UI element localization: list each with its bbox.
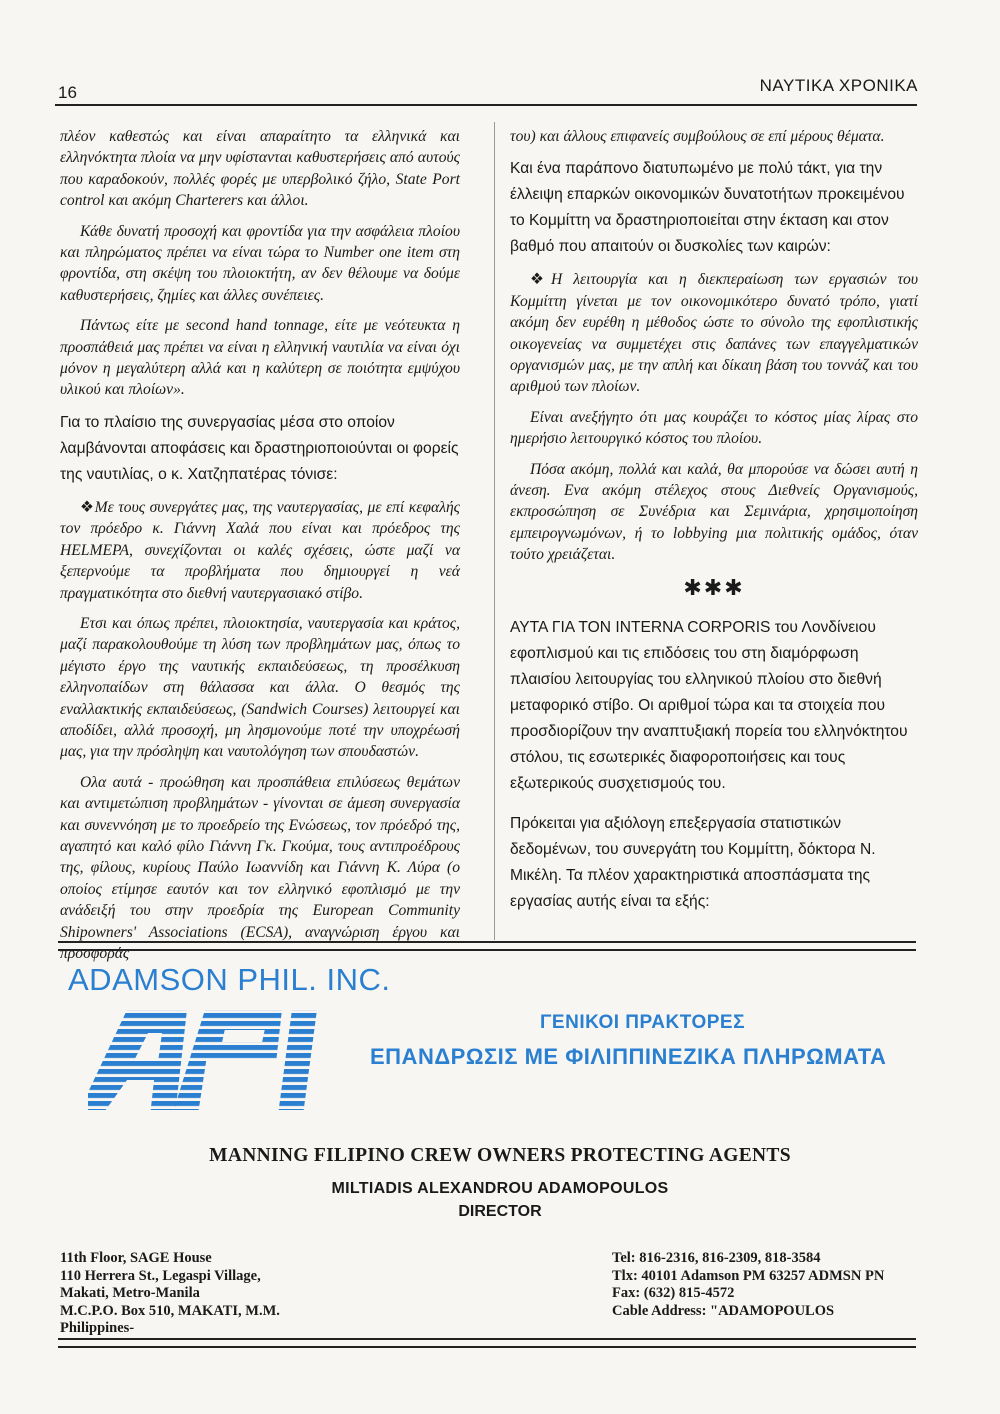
- address-line: 110 Herrera St., Legaspi Village,: [60, 1267, 261, 1284]
- right-column: [510, 126, 918, 924]
- paragraph: Ετσι και όπως πρέπει, πλοιοκτησία, ναυτεργασία και κράτος, μαζί παρακολουθούμε τη λύση των προβλημάτων μας, όπως το μέγιστο έργο της ναυτικής εκπαιδεύσεως, τη προσέλκυση ελληνοπαίδων στη θάλασσα και άλλα. Ο θεσμός της εναλλακτικής εκπαιδεύσεως, (Sandwich Courses) λειτουργεί και αποδίδει, αλλά προσοχή, μη λησμονούμε ποτέ την υποχρέωσή μας, για την πρόσληψη και ναυτολόγηση των σπουδαστών.: [60, 614, 460, 761]
- ad-manning-english: MANNING FILIPINO CREW OWNERS PROTECTING AGENTS: [209, 1145, 791, 1166]
- address-line: Makati, Metro-Manila: [60, 1285, 200, 1301]
- section-separator: ✱✱✱: [683, 574, 745, 600]
- contact-line: Cable Address: "ADAMOPOULOS: [612, 1302, 835, 1319]
- column-divider: [494, 122, 495, 940]
- ad-company-name: ADAMSON PHIL. INC.: [68, 962, 391, 997]
- bullet-paragraph: ❖ Η λειτουργία και η διεκπεραίωση των εργασιών του Κομμίττη γίνεται με τον οικονομικότερο δυνατό τρόπο, γιατί ακόμη δεν ευρέθη η μέθοδος ώστε το σύνολο της εφοπλιστικής οικογενείας να συμμετέχει στις δαπάνες των επαγγελματικών οργανισμών μας, με την απλή και δίκαιη βάση του τοννάζ και του αριθμού των πλοίων.: [510, 269, 918, 397]
- left-column: [60, 126, 460, 973]
- publication-title: ΝΑΥΤΙΚΑ ΧΡΟΝΙΚΑ: [759, 76, 918, 95]
- paragraph-lead: Για το πλαίσιο της συνεργασίας μέσα στο οποίον λαμβάνονται αποφάσεις και δραστηριοποιούνται οι φορείς της ναυτιλίας, ο κ. Χατζηπατέρας τόνισε:: [60, 413, 459, 483]
- bullet-paragraph: ❖ Με τους συνεργάτες μας, της ναυτεργασίας, με επί κεφαλής τον πρόεδρο κ. Γιάννη Χαλά που είναι και πρόεδρος της HELMEPA, συνεχίζονται οι καλές σχέσεις, ώστε μαζί να ξεπερνούμε τα προβλήματα που δημιουργεί η νεά πραγματικότητα στο διεθνή ναυτεργασιακό στίβο.: [60, 497, 460, 604]
- ad-director-role: DIRECTOR: [458, 1203, 542, 1220]
- paragraph: Πάντως είτε με second hand tonnage, είτε με νεότευκτα η προσπάθειά μας πρέπει να είναι η ελληνική ναυτιλία να είναι όχι μόνον η μεγαλύτερη αλλά και η καλύτερη σε ποιότητα εμψύχου υλικού και πλοίων».: [60, 317, 460, 399]
- address-line: 11th Floor, SAGE House: [60, 1250, 212, 1266]
- paragraph: Ολα αυτά - προώθηση και προσπάθεια επιλύσεως θεμάτων και αντιμετώπιση προβλημάτων - γίνονται σε άμεση συνεργασία και συνεννόηση με το προεδρείο της Ενώσεως, τον πρόεδρό της, αγαπητό και καλό φίλο Γιάννη Γκ. Γκούμα, τους αντιπροέδρους της, φίλους, κυρίους Παύλο Ιωαννίδη και Γιάννη Κ. Λύρα (ο οποίος ετίμησε εαυτόν και τον ελληνικό εφοπλισμό με την ανάδειξή του στην προεδρία της European Community Shipowners' Associations (ECSA), αναγνώριση έργου και προσφοράς: [60, 773, 460, 962]
- paragraph-lead: ΑΥΤΑ ΓΙΑ ΤΟΝ INTERNA CORPORIS του Λονδίνειου εφοπλισμού και τις επιδόσεις του στη διαμόρφωση πλαισίου λειτουργίας του ελληνικού πλοίου στο διεθνή μεταφορικό στίβο. Οι αριθμοί τώρα και τα στοιχεία που προσδιορίζουν την αναπτυξιακή πορεία του ελληνόκτητου στόλου, τις εσωτερικές διαφοροποιήσεις και τους εξωτερικούς συσχετισμούς του.: [510, 618, 908, 792]
- ad-manning-greek: ΕΠΑΝΔΡΩΣΙΣ ΜΕ ΦΙΛΙΠΠΙΝΕΖΙΚΑ ΠΛΗΡΩΜΑΤΑ: [370, 1044, 887, 1069]
- paragraph-lead: Πρόκειται για αξιόλογη επεξεργασία στατιστικών δεδομένων, του συνεργάτη του Κομμίττη, δόκτορα Ν. Μικέλη. Τα πλέον χαρακτηριστικά αποσπάσματα της εργασίας αυτής είναι τα εξής:: [510, 814, 876, 910]
- paragraph: Είναι ανεξήγητο ότι μας κουράζει το κόστος μίας λίρας στο ημερήσιο λειτουργικό κόστος του πλοίου.: [510, 408, 918, 448]
- ad-general-agents: ΓΕΝΙΚΟΙ ΠΡΑΚΤΟΡΕΣ: [540, 1012, 745, 1033]
- paragraph: Κάθε δυνατή προσοχή και φροντίδα για την ασφάλεια πλοίου και πληρώματος πρέπει να είναι τώρα το Number one item στη φροντίδα, στη σκέψη του πλοιοκτήτη, αν δεν θέλουμε να δούμε καθυστερήσεις, ζημίες και άλλες συνέπειες.: [60, 222, 460, 304]
- page-number: 16: [58, 83, 77, 102]
- paragraph: Πόσα ακόμη, πολλά και καλά, θα μπορούσε να δώσει αυτή η άνεση. Ενα ακόμη στέλεχος στους Διεθνείς Οργανισμούς, εκπροσώπηση σε Συνέδρια και Σεμινάρια, χρησιμοποίηση εμπειρογνωμόνων, ή το lobbying μια πολιτικής ομάδος, όταν τούτο χρειάζεται.: [510, 460, 918, 564]
- ad-address: [60, 1250, 280, 1338]
- ad-director-name: MILTIADIS ALEXANDROU ADAMOPOULOS: [331, 1180, 669, 1197]
- contact-line: Fax: (632) 815-4572: [612, 1285, 735, 1301]
- ad-top-rule: [58, 941, 916, 951]
- contact-line: Tel: 816-2316, 816-2309, 818-3584: [612, 1250, 821, 1266]
- api-striped-logo-icon: [88, 1005, 328, 1115]
- address-line: Philippines-: [60, 1320, 135, 1336]
- ad-bottom-rule: [58, 1338, 916, 1348]
- header-rule: [55, 104, 917, 106]
- paragraph: του) και άλλους επιφανείς συμβούλους σε επί μέρους θέματα.: [510, 128, 885, 145]
- contact-line: Tlx: 40101 Adamson PM 63257 ADMSN PN: [612, 1267, 885, 1284]
- ad-contact: [612, 1250, 884, 1320]
- paragraph: πλέον καθεστώς και είναι απαραίτητο τα ελληνικά και ελληνόκτητα πλοία να μην υφίστανται καθυστερήσεις από αυτούς που καραδοκούν, πολλές φορές με υπερβολικό ζήλο, State Port control και ακόμη Charterers και άλλοι.: [60, 128, 460, 210]
- paragraph-lead: Και ένα παράπονο διατυπωμένο με πολύ τάκτ, για την έλλειψη επαρκών οικονομικών δυνατοτήτων προκειμένου το Κομμίττη να δραστηριοποιείται στην έκταση και στον βαθμό που απαιτούν οι δυσκολίες των καιρών:: [510, 160, 905, 256]
- address-line: M.C.P.O. Box 510, MAKATI, M.M.: [60, 1302, 280, 1319]
